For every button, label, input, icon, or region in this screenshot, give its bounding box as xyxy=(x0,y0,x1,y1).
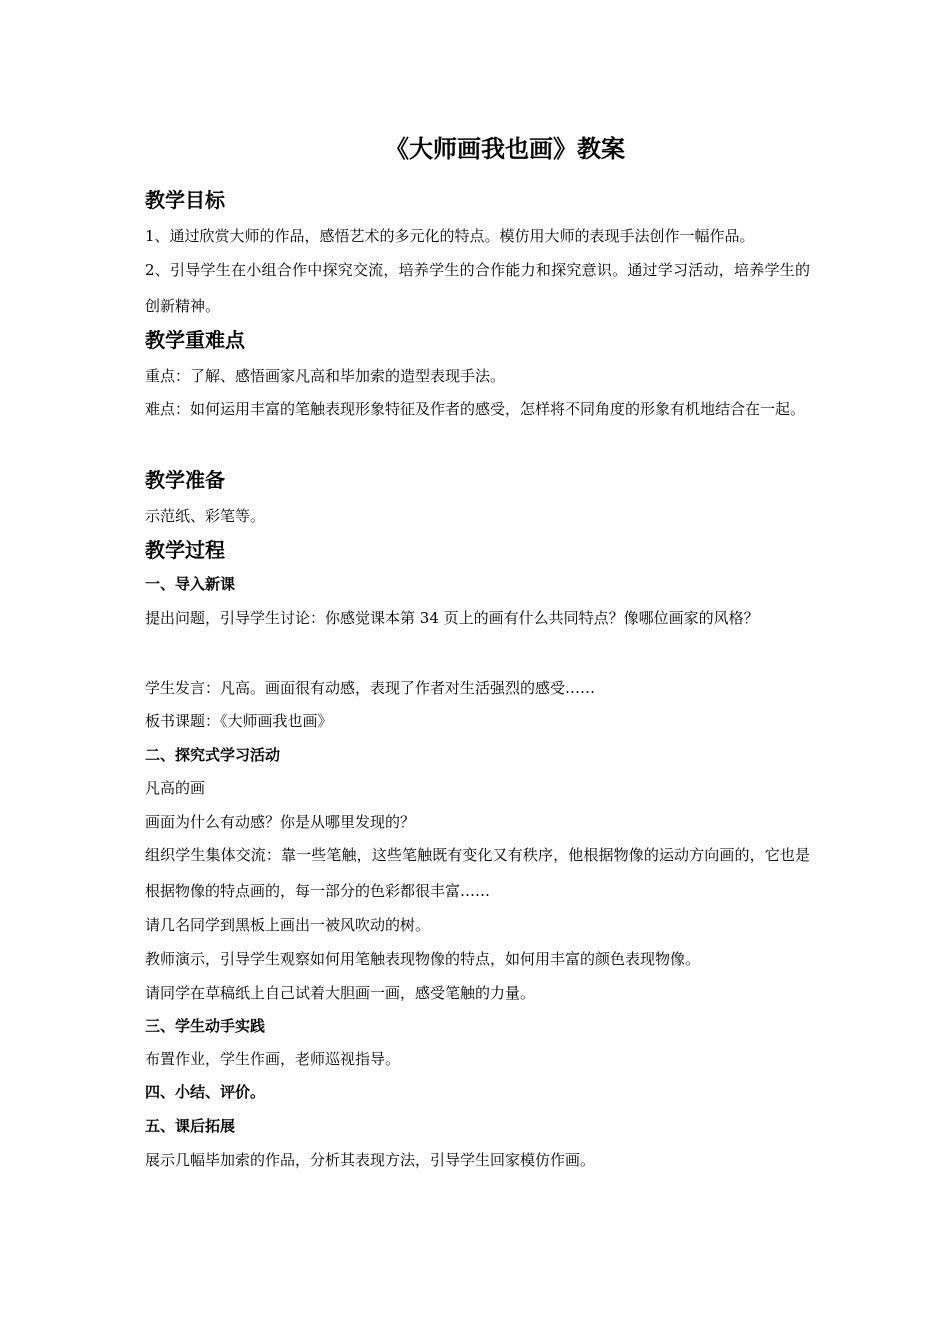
process-step-5-heading: 五、课后拓展 xyxy=(145,1117,236,1135)
objective-item-1: 1、通过欣赏大师的作品，感悟艺术的多元化的特点。模仿用大师的表现手法创作一幅作品。 xyxy=(145,227,755,245)
process-step-1-heading: 一、导入新课 xyxy=(145,575,236,593)
document-title: 《大师画我也画》教案 xyxy=(385,135,625,163)
objective-item-2: 2、引导学生在小组合作中探究交流，培养学生的合作能力和探究意识。通过学习活动，培养学生的创新精神。 xyxy=(145,261,810,315)
process-step-2-paragraph: 请同学在草稿纸上自己试着大胆画一画，感受笔触的力量。 xyxy=(145,984,536,1002)
process-step-2-paragraph: 组织学生集体交流：靠一些笔触，这些笔触既有变化又有秩序，他根据物像的运动方向画的，它也是根据物像的特点画的，每一部分的色彩都很丰富…… xyxy=(145,846,810,900)
key-point-focus: 重点：了解、感悟画家凡高和毕加索的造型表现手法。 xyxy=(145,367,506,385)
section-heading-key-points: 教学重难点 xyxy=(145,328,245,352)
process-step-2-paragraph: 请几名同学到黑板上画出一被风吹动的树。 xyxy=(145,916,431,934)
section-heading-preparation: 教学准备 xyxy=(145,468,225,492)
process-step-2-paragraph: 教师演示，引导学生观察如何用笔触表现物像的特点，如何用丰富的颜色表现物像。 xyxy=(145,950,701,968)
process-step-1-paragraph: 学生发言：凡高。画面很有动感，表现了作者对生活强烈的感受…… xyxy=(145,679,596,697)
process-step-5-paragraph: 展示几幅毕加索的作品，分析其表现方法，引导学生回家模仿作画。 xyxy=(145,1151,596,1169)
process-step-1-paragraph: 板书课题：《大师画我也画》 xyxy=(145,712,333,730)
process-step-3-paragraph: 布置作业，学生作画，老师巡视指导。 xyxy=(145,1050,401,1068)
process-step-2-paragraph: 画面为什么有动感？你是从哪里发现的？ xyxy=(145,813,416,831)
process-step-4-heading: 四、小结、评价。 xyxy=(145,1083,266,1101)
section-heading-process: 教学过程 xyxy=(145,538,225,562)
process-step-2-heading: 二、探究式学习活动 xyxy=(145,746,281,764)
process-step-3-heading: 三、学生动手实践 xyxy=(145,1017,266,1035)
section-heading-objectives: 教学目标 xyxy=(145,188,225,212)
key-point-difficulty: 难点：如何运用丰富的笔触表现形象特征及作者的感受，怎样将不同角度的形象有机地结合在一起。 xyxy=(145,400,806,418)
process-step-2-paragraph: 凡高的画 xyxy=(145,779,206,797)
process-step-1-paragraph: 提出问题，引导学生讨论：你感觉课本第 34 页上的画有什么共同特点？像哪位画家的风格？ xyxy=(145,609,759,627)
preparation-text: 示范纸、彩笔等。 xyxy=(145,507,266,525)
